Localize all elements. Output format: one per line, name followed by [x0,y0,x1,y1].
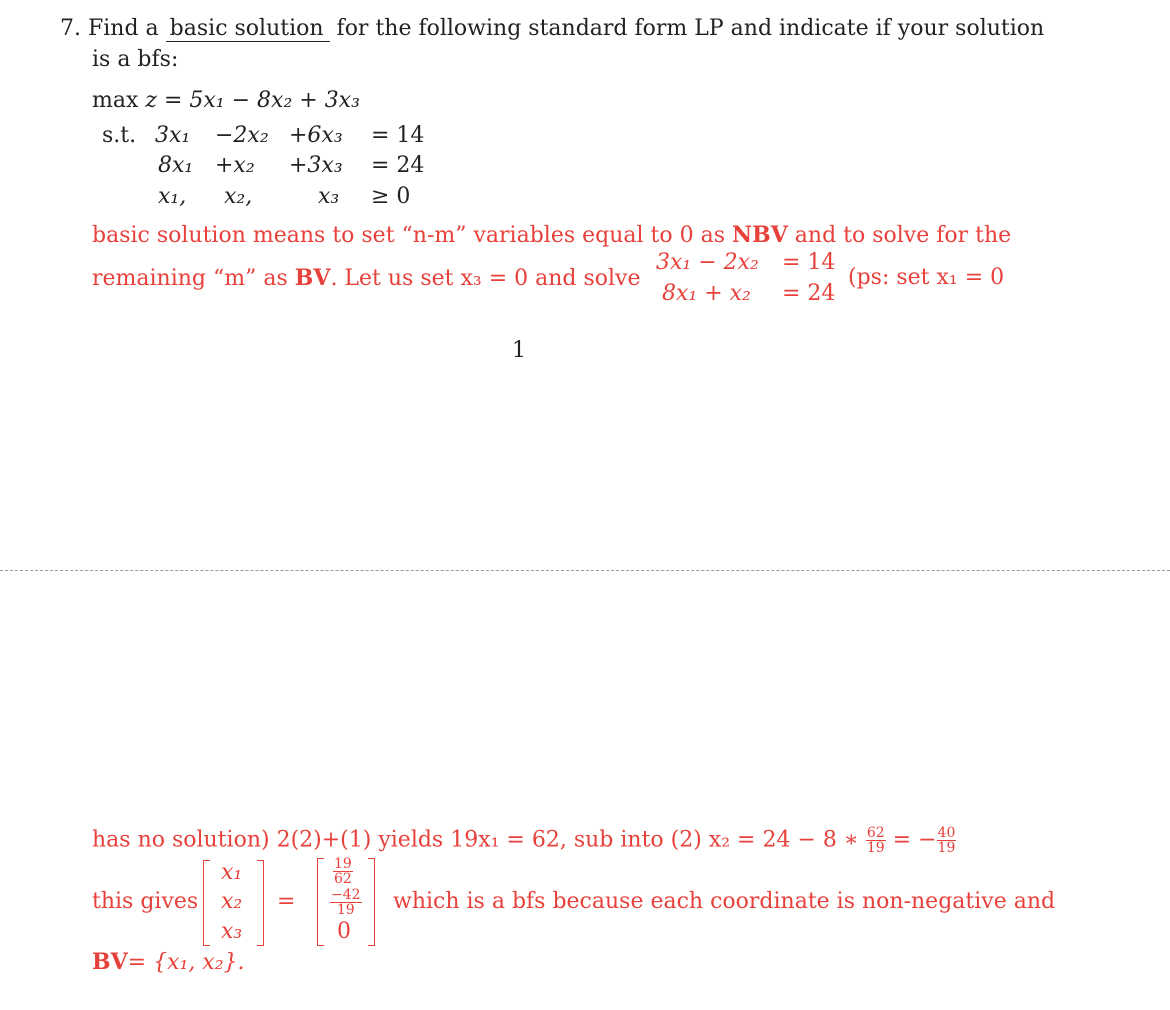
constraint-2-col-3: +3x₃ [289,153,343,178]
page-number: 1 [512,338,526,363]
conclusion-text: which is a bfs because each coordinate is non-negative and [393,889,1056,914]
constraint-1-rhs: = 14 [371,123,425,148]
answer-text-2-mid: . Let us set x₃ = 0 and solve [330,266,641,291]
right-bracket [368,858,375,946]
problem-text-pre: Find a [88,16,159,41]
constraint-2-col-1: 8x₁ [158,153,194,178]
nbv-term: NBV [732,222,788,248]
vector-equals: = [277,889,296,914]
constraint-2-rhs: = 24 [371,153,425,178]
answer-text-1-end: and to solve for the [794,223,1012,248]
fraction-den: 19 [336,902,355,918]
objective-label: max [92,88,139,113]
problem-line-2: is a bfs: [92,47,179,72]
vector-right-entry-3: 0 [337,919,351,944]
fraction-40-19 [937,826,957,855]
problem-line-1 [60,16,1044,42]
bv-final [92,949,245,976]
system-row-1-lhs: 3x₁ − 2x₂ [656,250,759,275]
fraction-num: 40 [937,825,956,841]
nonneg-rhs: ≥ 0 [371,184,411,209]
constraint-1-col-1: 3x₁ [155,123,191,148]
objective-expression: z = 5x₁ − 8x₂ + 3x₃ [145,88,360,113]
system-row-2-rhs: = 24 [782,281,836,306]
fraction-num: −42 [331,887,361,903]
answer-text-2-pre: remaining “m” as [92,266,288,291]
ps-note: (ps: set x₁ = 0 [848,265,1005,290]
fraction-den: 19 [937,840,956,856]
fraction-den: 19 [866,840,885,856]
left-bracket [203,860,210,946]
page-break-divider [0,570,1170,571]
answer-line-2 [92,265,641,292]
problem-text-post: for the following standard form LP and indicate if your solution [336,16,1045,41]
fraction-den: 62 [334,871,352,887]
vector-right-entry-1 [333,857,353,886]
st-label: s.t. [102,123,137,148]
objective-row [92,88,360,114]
nonneg-col-2: x₂, [224,184,253,209]
constraint-1-col-3: +6x₃ [289,123,343,148]
fill-in-blank: basic solution [166,16,330,42]
answer-line-1 [92,222,1011,249]
bv-final-set: = {x₁, x₂}. [127,950,245,975]
answer-text-1: basic solution means to set “n-m” variables equal to 0 as [92,223,726,248]
this-gives-label: this gives [92,889,199,914]
continuation-line [92,826,956,855]
nonneg-col-3: x₃ [318,184,340,209]
bv-term: BV [294,265,331,291]
vector-left-x3: x₃ [221,919,243,944]
constraint-2-col-2: +x₂ [215,153,255,178]
bv-final-label: BV [92,949,128,975]
vector-left-x2: x₂ [221,889,243,914]
right-bracket [257,860,264,946]
continuation-equals: = − [892,827,937,853]
system-row-1-rhs: = 14 [782,250,836,275]
continuation-text: has no solution) 2(2)+(1) yields 19x₁ = 62, sub into (2) x₂ = 24 − 8 ∗ [92,827,859,853]
fraction-62-19 [866,826,886,855]
vector-left-x1: x₁ [221,860,243,885]
fraction-num: 19 [334,856,352,872]
nonneg-col-1: x₁, [158,184,187,209]
problem-number: 7. [60,16,81,41]
left-bracket [317,858,324,946]
vector-right-entry-2 [330,888,362,917]
fraction-num: 62 [866,825,885,841]
constraint-1-col-2: −2x₂ [215,123,269,148]
system-row-2-lhs: 8x₁ + x₂ [662,281,751,306]
